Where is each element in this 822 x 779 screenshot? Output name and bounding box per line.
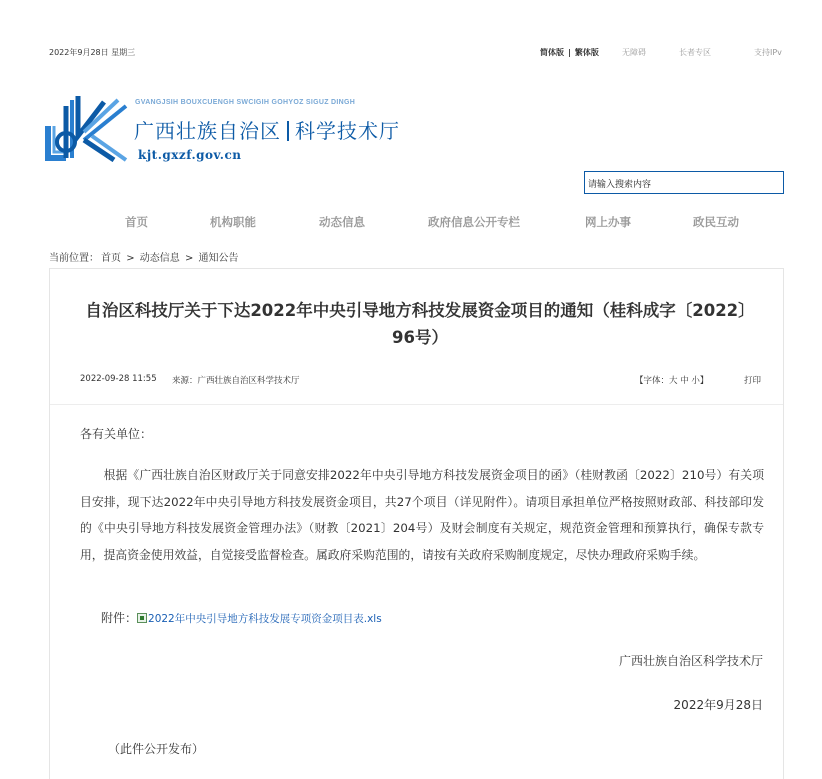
logo-domain: kjt.gxzf.gov.cn — [138, 148, 242, 162]
article-greeting: 各有关单位： — [80, 427, 153, 441]
meta-divider — [50, 404, 783, 405]
main-nav — [0, 210, 822, 232]
content-top-border — [49, 268, 784, 269]
elderly-zone-link[interactable]: 长者专区 — [679, 48, 711, 57]
top-utility-bar — [0, 40, 822, 62]
kjt-logo-icon — [44, 96, 130, 162]
breadcrumb-home-link[interactable]: 首页 — [101, 253, 121, 264]
attachment-label: 附件： — [101, 611, 138, 625]
article-title: 自治区科技厅关于下达2022年中央引导地方科技发展资金项目的通知（桂科成字〔2022〕96号） — [85, 301, 755, 347]
nav-item-home[interactable]: 首页 — [125, 215, 148, 229]
breadcrumb-page-link[interactable]: 通知公告 — [198, 253, 239, 264]
site-logo[interactable] — [44, 96, 424, 166]
article-source: 来源：广西壮族自治区科学技术厅 — [172, 376, 300, 386]
lang-traditional-link[interactable]: 繁体版 — [574, 48, 599, 57]
logo-pinyin-text: GVANGJSIH BOUXCUENGH SWCIGIH GOHYOZ SIGUZ DINGH — [135, 99, 356, 106]
font-size-switcher[interactable]: 【字体：大 中 小】 — [635, 376, 709, 386]
breadcrumb — [49, 249, 241, 264]
breadcrumb-prefix: 当前位置： — [49, 253, 99, 264]
accessibility-link[interactable]: 无障碍 — [622, 48, 646, 57]
nav-item-gov-info[interactable]: 政府信息公开专栏 — [428, 215, 520, 229]
nav-item-interaction[interactable]: 政民互动 — [693, 215, 739, 229]
logo-chinese-name — [134, 115, 400, 144]
article-datetime: 2022-09-28 11:55 — [80, 374, 157, 384]
lang-simplified-link[interactable]: 简体版 — [540, 48, 564, 57]
attachment-link[interactable]: 2022年中央引导地方科技发展专项资金项目表.xls — [148, 613, 382, 625]
nav-item-news[interactable]: 动态信息 — [319, 215, 365, 229]
print-button[interactable]: 打印 — [744, 376, 762, 386]
breadcrumb-separator: > — [184, 253, 194, 264]
current-date: 2022年9月28日 星期三 — [49, 48, 136, 57]
search-input[interactable] — [585, 175, 775, 196]
content-left-border — [49, 268, 50, 779]
article-body: 根据《广西壮族自治区财政厅关于同意安排2022年中央引导地方科技发展资金项目的函》（桂财教函〔2022〕210号）有关项目安排，现下达2022年中央引导地方科技发展资金项目，共27个项目（详见附件）。请项目承担单位严格按照财政部、科技部印发的《中央引导地方科技发展资金管理办法》（财教〔2021〕204号）及财会制度有关规定，规范资金管理和预算执行，确保专款专用，提高资金使用效益，自觉接受监督检查。属政府采购范围的，请按有关政府采购制度规定，尽快办理政府采购手续。 — [80, 468, 764, 562]
breadcrumb-section-link[interactable]: 动态信息 — [139, 253, 180, 264]
nav-item-online-services[interactable]: 网上办事 — [585, 215, 631, 229]
nav-item-organization[interactable]: 机构职能 — [210, 215, 256, 229]
publication-note: （此件公开发布） — [108, 742, 205, 756]
lang-separator: | — [568, 48, 571, 57]
search-box — [584, 171, 784, 194]
attachment-row — [101, 609, 382, 626]
content-right-border — [783, 268, 784, 779]
xls-file-icon — [137, 613, 147, 623]
signature-organization: 广西壮族自治区科学技术厅 — [618, 654, 763, 668]
logo-divider — [287, 121, 289, 141]
signature-date: 2022年9月28日 — [673, 698, 763, 712]
ipv6-support-label: 支持IPv — [754, 48, 782, 57]
breadcrumb-separator: > — [126, 253, 135, 264]
logo-dept-name: 科学技术厅 — [295, 119, 400, 143]
language-switcher — [540, 47, 599, 58]
logo-region-name: 广西壮族自治区 — [134, 119, 281, 143]
